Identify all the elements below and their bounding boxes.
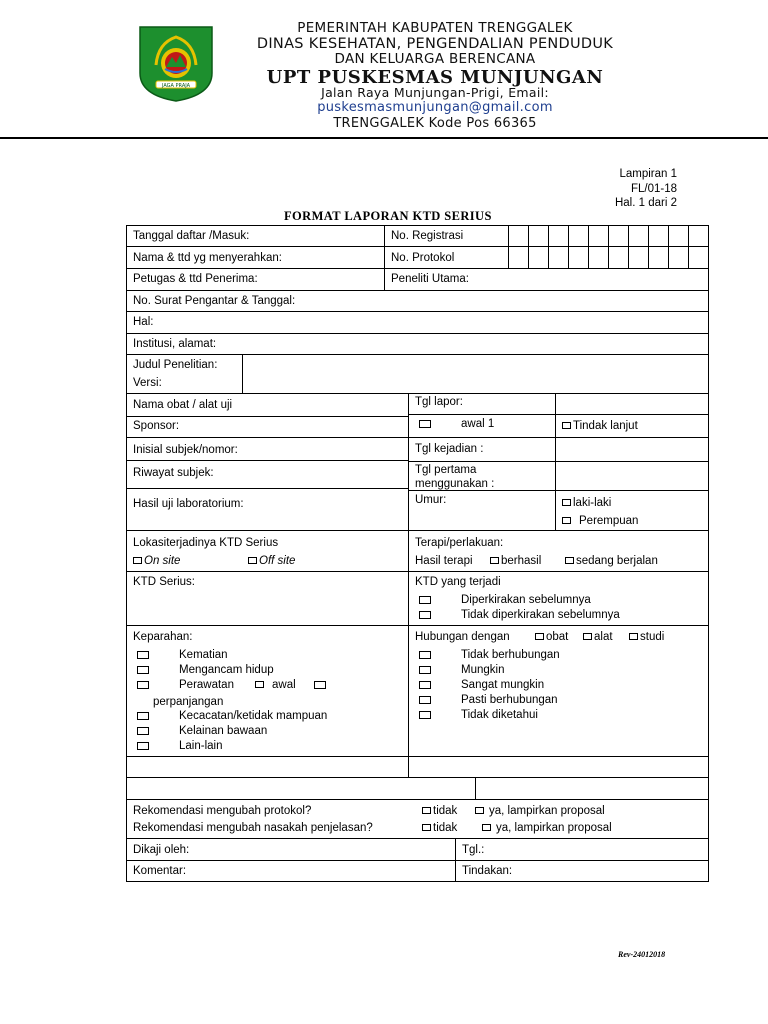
col-divider: [588, 225, 589, 268]
col-divider: [688, 225, 689, 268]
field-versi: Versi:: [133, 377, 162, 389]
col-divider: [548, 225, 549, 268]
checkbox-icon: [562, 499, 571, 506]
label-tidak-diketahui: Tidak diketahui: [461, 709, 538, 721]
checkbox-icon: [535, 633, 544, 640]
field-no-protokol: No. Protokol: [391, 252, 455, 264]
col-divider: [528, 225, 529, 268]
row-divider: [126, 756, 709, 757]
row-divider: [126, 460, 408, 461]
label-ya-lampirkan: ya, lampirkan proposal: [496, 822, 612, 834]
label-tidak: tidak: [433, 805, 458, 817]
field-institusi: Institusi, alamat:: [133, 338, 217, 350]
header-divider: [0, 137, 768, 139]
field-komentar: Komentar:: [133, 865, 187, 877]
field-tgl-lapor: Tgl lapor:: [415, 396, 463, 408]
label-diperkirakan: Diperkirakan sebelumnya: [461, 594, 591, 606]
field-umur: Umur:: [415, 494, 447, 506]
field-rekom-protokol: Rekomendasi mengubah protokol?: [133, 805, 312, 817]
checkbox-icon: [490, 557, 499, 564]
col-divider: [475, 777, 476, 799]
ya-protokol-option[interactable]: [475, 805, 605, 818]
label-sangat-mungkin: Sangat mungkin: [461, 679, 545, 691]
tidak-berhubungan-checkbox[interactable]: [419, 651, 431, 659]
pasti-checkbox[interactable]: [419, 696, 431, 704]
field-no-surat: No. Surat Pengantar & Tanggal:: [133, 295, 296, 307]
field-tgl-kejadian: Tgl kejadian :: [415, 443, 484, 455]
row-divider: [408, 461, 709, 462]
col-divider: [668, 225, 669, 268]
awal-checkbox[interactable]: [419, 420, 431, 428]
diperkirakan-checkbox[interactable]: [419, 596, 431, 604]
field-hubungan: Hubungan dengan: [415, 631, 510, 643]
attachment-label: Lampiran 1: [619, 168, 677, 180]
label-sedang-berjalan: sedang berjalan: [576, 555, 658, 567]
field-inisial: Inisial subjek/nomor:: [133, 444, 238, 456]
report-form: [126, 225, 709, 882]
col-divider: [242, 354, 243, 393]
perpanjangan-checkbox[interactable]: [314, 681, 326, 689]
checkbox-icon: [133, 557, 142, 564]
mengancam-checkbox[interactable]: [137, 666, 149, 674]
checkbox-icon: [255, 681, 264, 688]
col-divider: [455, 838, 456, 882]
col-divider: [508, 225, 509, 268]
tindak-lanjut-option[interactable]: [562, 420, 638, 433]
row-divider: [126, 354, 709, 355]
label-lain-lain: Lain-lain: [179, 740, 223, 752]
label-tindak-lanjut: Tindak lanjut: [573, 420, 638, 432]
form-code: FL/01-18: [630, 183, 677, 195]
perempuan-option[interactable]: [562, 515, 638, 528]
field-petugas: Petugas & ttd Penerima:: [133, 273, 258, 285]
field-menggunakan: menggunakan :: [415, 478, 495, 490]
agency-name-line2: DAN KELUARGA BERENCANA: [334, 51, 536, 67]
checkbox-icon: [475, 807, 484, 814]
col-divider: [384, 225, 385, 290]
checkbox-icon: [562, 517, 571, 524]
label-kecacatan: Kecacatan/ketidak mampuan: [179, 710, 328, 722]
row-divider: [126, 268, 709, 269]
field-hal: Hal:: [133, 316, 154, 328]
row-divider: [126, 437, 709, 438]
awal-option[interactable]: [255, 679, 296, 692]
label-mungkin: Mungkin: [461, 664, 505, 676]
row-divider: [126, 416, 408, 417]
field-terapi: Terapi/perlakuan:: [415, 537, 504, 549]
field-nama-ttd: Nama & ttd yg menyerahkan:: [133, 252, 282, 264]
berhasil-option[interactable]: [490, 555, 541, 568]
row-divider: [126, 838, 709, 839]
row-divider: [126, 393, 709, 394]
field-ktd-terjadi: KTD yang terjadi: [415, 576, 501, 588]
label-on-site: On site: [144, 555, 181, 567]
agency-name: DINAS KESEHATAN, PENGENDALIAN PENDUDUK: [256, 36, 614, 52]
label-awal1: awal 1: [461, 418, 495, 430]
tidak-diperkirakan-checkbox[interactable]: [419, 611, 431, 619]
laki-laki-option[interactable]: [562, 497, 611, 510]
page-indicator: Hal. 1 dari 2: [614, 197, 677, 209]
label-perawatan: Perawatan: [179, 679, 234, 691]
obat-option[interactable]: [535, 631, 568, 644]
row-divider: [126, 860, 709, 861]
email-link[interactable]: puskesmasmunjungan@gmail.com: [317, 100, 553, 115]
perawatan-checkbox[interactable]: [137, 681, 149, 689]
checkbox-icon: [562, 422, 571, 429]
sangat-mungkin-checkbox[interactable]: [419, 681, 431, 689]
organization-title: UPT PUSKESMAS MUNJUNGAN: [266, 67, 604, 88]
government-name: PEMERINTAH KABUPATEN TRENGGALEK: [297, 20, 573, 36]
row-divider: [126, 311, 709, 312]
checkbox-icon: [422, 807, 431, 814]
field-lokasi: Lokasiterjadinya KTD Serius: [133, 537, 279, 549]
row-divider: [126, 799, 709, 800]
col-divider: [608, 225, 609, 268]
studi-option[interactable]: [629, 631, 664, 644]
checkbox-icon: [248, 557, 257, 564]
field-tanggal-daftar: Tanggal daftar /Masuk:: [133, 230, 250, 242]
alat-option[interactable]: [583, 631, 613, 644]
field-dikaji: Dikaji oleh:: [133, 844, 190, 856]
label-kematian: Kematian: [179, 649, 228, 661]
checkbox-icon: [565, 557, 574, 564]
label-tidak-berhubungan: Tidak berhubungan: [461, 649, 560, 661]
kematian-checkbox[interactable]: [137, 651, 149, 659]
col-divider: [408, 393, 409, 777]
field-hasil-terapi: Hasil terapi: [415, 555, 473, 567]
field-sponsor: Sponsor:: [133, 420, 180, 432]
kelainan-checkbox[interactable]: [137, 727, 149, 735]
label-alat: alat: [594, 631, 613, 643]
field-hasil-lab: Hasil uji laboratorium:: [133, 498, 244, 510]
tidak-diketahui-checkbox[interactable]: [419, 711, 431, 719]
row-divider: [126, 777, 709, 778]
col-divider: [568, 225, 569, 268]
row-divider: [126, 246, 709, 247]
col-divider: [555, 393, 556, 530]
row-divider: [126, 530, 709, 531]
label-ya-lampirkan: ya, lampirkan proposal: [489, 805, 605, 817]
label-laki: laki-laki: [573, 497, 612, 509]
row-divider: [126, 571, 709, 572]
field-rekom-naskah: Rekomendasi mengubah nasakah penjelasan?: [133, 822, 373, 834]
regency-emblem-icon: [136, 25, 216, 103]
sedang-berjalan-option[interactable]: [565, 555, 658, 568]
col-divider: [628, 225, 629, 268]
address: Jalan Raya Munjungan-Prigi, Email:: [321, 85, 549, 100]
label-studi: studi: [640, 631, 665, 643]
row-divider: [126, 290, 709, 291]
checkbox-icon: [583, 633, 592, 640]
label-tidak-diperkirakan: Tidak diperkirakan sebelumnya: [461, 609, 620, 621]
label-obat: obat: [546, 631, 569, 643]
col-divider: [648, 225, 649, 268]
label-kelainan: Kelainan bawaan: [179, 725, 268, 737]
field-judul: Judul Penelitian:: [133, 359, 218, 371]
field-tgl: Tgl.:: [462, 844, 485, 856]
field-no-registrasi: No. Registrasi: [391, 230, 464, 242]
label-pasti: Pasti berhubungan: [461, 694, 558, 706]
postal-code: TRENGGALEK Kode Pos 66365: [333, 116, 537, 131]
mungkin-checkbox[interactable]: [419, 666, 431, 674]
revision-code: Rev-24012018: [618, 950, 666, 959]
lain-lain-checkbox[interactable]: [137, 742, 149, 750]
field-riwayat: Riwayat subjek:: [133, 467, 214, 479]
tidak-protokol-option[interactable]: [422, 805, 457, 818]
checkbox-icon: [422, 824, 431, 831]
label-awal: awal: [272, 679, 296, 691]
field-peneliti: Peneliti Utama:: [391, 273, 469, 285]
label-mengancam: Mengancam hidup: [179, 664, 274, 676]
on-site-option[interactable]: [133, 555, 180, 568]
form-title: FORMAT LAPORAN KTD SERIUS: [284, 209, 492, 223]
row-divider: [126, 488, 408, 489]
field-keparahan: Keparahan:: [133, 631, 193, 643]
off-site-option[interactable]: [248, 555, 295, 568]
kecacatan-checkbox[interactable]: [137, 712, 149, 720]
label-perempuan: Perempuan: [579, 515, 639, 527]
row-divider: [126, 625, 709, 626]
tidak-naskah-option[interactable]: [422, 822, 457, 835]
row-divider: [126, 333, 709, 334]
label-off-site: Off site: [259, 555, 296, 567]
row-divider: [408, 414, 709, 415]
checkbox-icon: [629, 633, 638, 640]
label-berhasil: berhasil: [501, 555, 542, 567]
ya-naskah-option[interactable]: [482, 822, 612, 835]
field-nama-obat: Nama obat / alat uji: [133, 399, 233, 411]
label-tidak: tidak: [433, 822, 458, 834]
checkbox-icon: [482, 824, 491, 831]
label-perpanjangan: perpanjangan: [153, 696, 224, 708]
field-ktd-serius: KTD Serius:: [133, 576, 195, 588]
logo-banner-text: JAGA PRAJA: [161, 83, 191, 89]
field-tindakan: Tindakan:: [462, 865, 513, 877]
field-tgl-pertama: Tgl pertama: [415, 464, 477, 476]
